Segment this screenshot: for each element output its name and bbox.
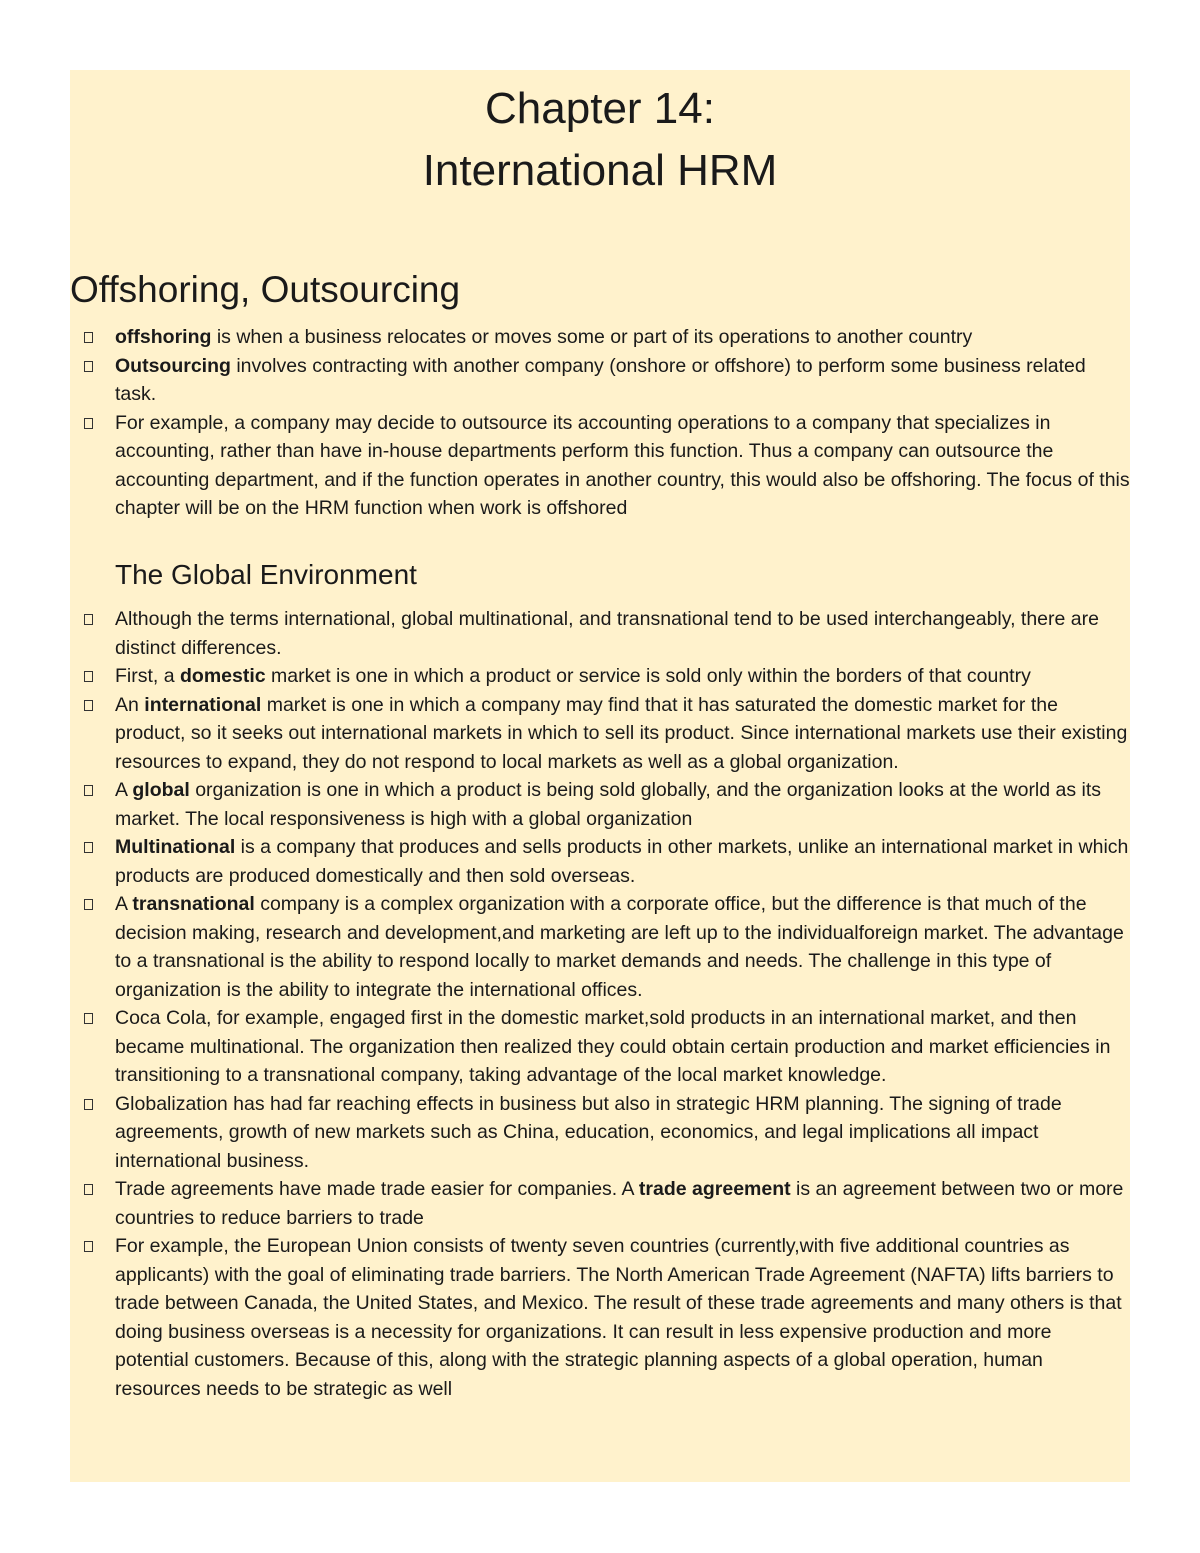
bold-term: global bbox=[132, 779, 190, 801]
bold-term: Outsourcing bbox=[115, 354, 231, 377]
item-prefix: Trade agreements have made trade easier for companies. A bbox=[115, 1178, 639, 1200]
global-environment-bullet-list bbox=[70, 605, 1130, 1403]
bold-term: international bbox=[144, 693, 262, 716]
item-text: market is one in which a company may find that it has saturated the domestic market for the product, so it seeks out international markets in which to sell its product. Since international markets use their existing resources to expand, they do not respond to local markets as well as a global organization. bbox=[115, 693, 1128, 773]
square-bullet-icon bbox=[84, 418, 93, 429]
item-prefix: First, a bbox=[115, 665, 181, 687]
item-prefix: A bbox=[115, 779, 133, 801]
section-heading-offshoring: Offshoring, Outsourcing bbox=[70, 269, 461, 310]
item-text: company is a complex organization with a corporate office, but the difference is that much of the decision making, research and development,and marketing are left up to the individualforeign market. The advantage to a transnational is the ability to respond locally to market demands and needs. The challenge in this type of organization is the ability to integrate the international offices. bbox=[115, 893, 1124, 1001]
square-bullet-icon bbox=[84, 361, 93, 372]
list-item bbox=[70, 1090, 1130, 1176]
square-bullet-icon bbox=[84, 1184, 93, 1195]
square-bullet-icon bbox=[84, 842, 93, 853]
bold-term: trade agreement bbox=[638, 1178, 791, 1200]
section-heading-global-environment: The Global Environment bbox=[115, 559, 417, 590]
document-page bbox=[70, 70, 1130, 1482]
square-bullet-icon bbox=[84, 614, 93, 625]
item-text: organization is one in which a product is being sold globally, and the organization looks at the world as its market. The local responsiveness is high with a global organization bbox=[115, 779, 1102, 830]
list-item bbox=[70, 691, 1130, 777]
square-bullet-icon bbox=[84, 1013, 93, 1024]
list-item bbox=[70, 1175, 1130, 1232]
item-prefix: An bbox=[115, 693, 145, 716]
item-text: is when a business relocates or moves some or part of its operations to another country bbox=[211, 326, 973, 348]
list-item bbox=[70, 605, 1130, 662]
square-bullet-icon bbox=[84, 332, 93, 343]
item-text: Coca Cola, for example, engaged first in the domestic market,sold products in an international market, and then became multinational. The organization then realized they could obtain certain production and market efficiencies in transitioning to a transnational company, taking advantage of the local market knowledge. bbox=[115, 1007, 1111, 1086]
list-item bbox=[70, 776, 1130, 833]
item-text: For example, the European Union consists of twenty seven countries (currently,with five additional countries as applicants) with the goal of eliminating trade barriers. The North American Trade Agreement (NAFTA) lifts barriers to trade between Canada, the United States, and Mexico. The result of these trade agreements and many others is that doing business overseas is a necessity for organizations. It can result in less expensive production and more potential customers. Because of this, along with the strategic planning aspects of a global operation, human resources needs to be strategic as well bbox=[115, 1235, 1122, 1400]
item-text: involves contracting with another company (onshore or offshore) to perform some business related task. bbox=[115, 354, 1086, 405]
bold-term: offshoring bbox=[115, 326, 212, 348]
square-bullet-icon bbox=[84, 1099, 93, 1110]
list-item bbox=[70, 833, 1130, 890]
square-bullet-icon bbox=[84, 700, 93, 711]
square-bullet-icon bbox=[84, 899, 93, 910]
chapter-title bbox=[70, 78, 1130, 202]
item-text: is a company that produces and sells products in other markets, unlike an international market in which products are produced domestically and then sold overseas. bbox=[115, 836, 1129, 887]
list-item bbox=[70, 662, 1130, 691]
square-bullet-icon bbox=[84, 785, 93, 796]
item-text: is an agreement between two or more countries to reduce barriers to trade bbox=[115, 1178, 1124, 1229]
square-bullet-icon bbox=[84, 1241, 93, 1252]
square-bullet-icon bbox=[84, 671, 93, 682]
chapter-subject: International HRM bbox=[422, 146, 778, 195]
list-item bbox=[70, 409, 1130, 523]
list-item bbox=[70, 890, 1130, 1004]
item-text: market is one in which a product or service is sold only within the borders of that country bbox=[265, 665, 1031, 687]
chapter-number: Chapter 14: bbox=[485, 84, 715, 133]
item-text: For example, a company may decide to outsource its accounting operations to a company that specializes in accounting, rather than have in-house departments perform this function. Thus a company can outsource the accounting department, and if the function operates in another country, this would also be offshoring. The focus of this chapter will be on the HRM function when work is offshored bbox=[115, 411, 1130, 519]
item-prefix: A bbox=[115, 893, 133, 915]
list-item bbox=[70, 1004, 1130, 1090]
bold-term: Multinational bbox=[115, 836, 236, 858]
list-item bbox=[70, 1232, 1130, 1403]
item-text: Although the terms international, global multinational, and transnational tend to be used interchangeably, there are distinct differences. bbox=[115, 608, 1099, 659]
list-item bbox=[70, 323, 1130, 352]
item-text: Globalization has had far reaching effects in business but also in strategic HRM planning. The signing of trade agreements, growth of new markets such as China, education, economics, and legal implications all impact international business. bbox=[115, 1092, 1062, 1172]
list-item bbox=[70, 352, 1130, 409]
bold-term: transnational bbox=[132, 893, 255, 915]
offshoring-bullet-list bbox=[70, 323, 1130, 523]
bold-term: domestic bbox=[180, 665, 266, 687]
